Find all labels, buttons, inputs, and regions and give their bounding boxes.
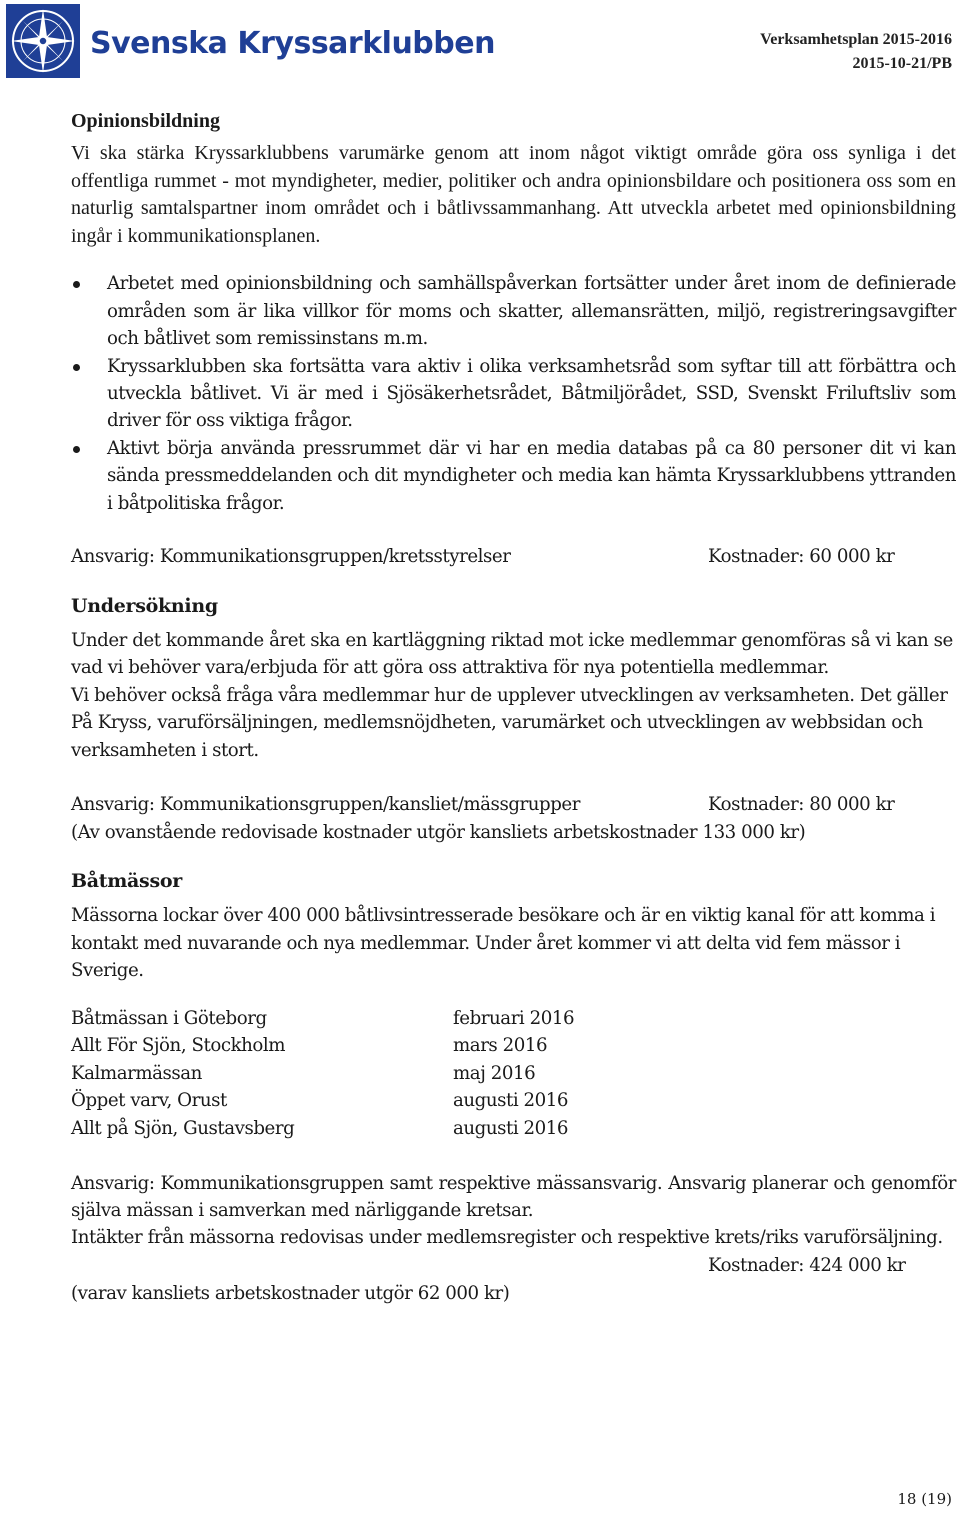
fair-date: augusti 2016 bbox=[453, 1090, 569, 1112]
fair-date: augusti 2016 bbox=[453, 1118, 569, 1140]
section-survey bbox=[71, 593, 956, 846]
list-item bbox=[71, 353, 956, 435]
fair-date: mars 2016 bbox=[453, 1035, 548, 1057]
income-text: Intäkter från mässorna redovisas under medlemsregister och respektive krets/riks varuförsäljning. bbox=[71, 1227, 943, 1249]
list-item-text: Arbetet med opinionsbildning och samhällspåverkan fortsätter under året inom de definierade områden som är lika villkor för moms och skatter, allemansrätten, miljö, registreringsavgifter och båtlivet som remissinstans m.m. bbox=[107, 273, 956, 350]
compass-rose-icon bbox=[6, 4, 80, 78]
cost-row bbox=[71, 1252, 956, 1280]
fair-date: februari 2016 bbox=[453, 1007, 575, 1029]
document-date: 2015-10-21/PB bbox=[852, 55, 952, 72]
bullet-icon bbox=[73, 364, 80, 371]
section-opinion bbox=[71, 108, 956, 571]
responsible-text: Ansvarig: Kommunikationsgruppen samt respektive mässansvarig. Ansvarig planerar och genomför själva mässan i samverkan med närliggande kretsar. bbox=[71, 1172, 956, 1222]
fair-name: Allt på Sjön, Gustavsberg bbox=[71, 1118, 295, 1140]
bullet-icon bbox=[73, 446, 80, 453]
responsible-text: Ansvarig: Kommunikationsgruppen/kretsstyrelser bbox=[71, 546, 511, 568]
cost-text: Kostnader: 80 000 kr bbox=[708, 794, 895, 816]
section-intro: Vi ska stärka Kryssarklubbens varumärke genom att inom något viktigt område göra oss synliga i det offentliga rummet - mot myndigheter, medier, politiker och andra opinionsbildare och positionera oss som en naturlig samtalspartner inom området och i båtlivssammanhang. Att utveckla arbetet med opinionsbildning ingår i kommunikationsplanen. bbox=[71, 142, 956, 247]
section-heading: Båtmässor bbox=[71, 870, 182, 893]
fairs-table bbox=[71, 1005, 574, 1143]
table-row bbox=[71, 1060, 574, 1088]
table-row bbox=[71, 1115, 574, 1143]
fair-name: Kalmarmässan bbox=[71, 1062, 202, 1084]
page-header bbox=[0, 0, 960, 80]
list-item-text: Kryssarklubben ska fortsätta vara aktiv i olika verksamhetsråd som syftar till att förbättra och utveckla båtlivet. Vi är med i Sjösäkerhetsrådet, Båtmiljörådet, SSD, Svenskt Friluftsliv som driver för oss viktiga frågor. bbox=[107, 355, 956, 432]
list-item-text: Aktivt börja använda pressrummet där vi har en media databas på ca 80 personer dit vi kan sända pressmeddelanden och dit myndigheter och media kan hämta Kryssarklubbens yttranden i båtpolitiska frågor. bbox=[107, 437, 956, 514]
paragraph: Under det kommande året ska en kartläggning riktad mot icke medlemmar genomföras så vi kan se vad vi behöver vara/erbjuda för att göra oss attraktiva för nya potentiella medlemmar. bbox=[71, 630, 953, 679]
fair-name: Allt För Sjön, Stockholm bbox=[71, 1035, 286, 1057]
document-title: Verksamhetsplan 2015-2016 bbox=[760, 31, 952, 48]
list-item bbox=[71, 270, 956, 352]
cost-note: (varav kansliets arbetskostnader utgör 62 000 kr) bbox=[71, 1282, 510, 1304]
section-intro: Mässorna lockar över 400 000 båtlivsintresserade besökare och är en viktig kanal för att komma i kontakt med nuvarande och nya medlemmar. Under året kommer vi att delta vid fem mässor i Sverige. bbox=[71, 905, 936, 982]
survey-body bbox=[71, 627, 956, 764]
list-item bbox=[71, 435, 956, 517]
fair-name: Båtmässan i Göteborg bbox=[71, 1007, 267, 1029]
fair-name: Öppet varv, Orust bbox=[71, 1090, 227, 1112]
cost-text: Kostnader: 424 000 kr bbox=[708, 1254, 906, 1276]
fair-date: maj 2016 bbox=[453, 1062, 536, 1084]
brand-name: Svenska Kryssarklubben bbox=[90, 26, 495, 61]
section-heading: Undersökning bbox=[71, 595, 218, 618]
page-number: 18 (19) bbox=[897, 1490, 952, 1508]
fairs-responsibility bbox=[71, 1170, 956, 1252]
responsible-text: Ansvarig: Kommunikationsgruppen/kansliet/mässgrupper bbox=[71, 794, 580, 816]
table-row bbox=[71, 1032, 574, 1060]
header-info bbox=[760, 28, 952, 76]
responsibility-row bbox=[71, 543, 956, 571]
table-row bbox=[71, 1087, 574, 1115]
responsibility-row bbox=[71, 791, 956, 819]
paragraph: Vi behöver också fråga våra medlemmar hur de upplever utvecklingen av verksamheten. Det gäller På Kryss, varuförsäljningen, medlemsnöjdheten, varumärket och utvecklingen av webbsidan och verksamheten i stort. bbox=[71, 684, 948, 761]
page-content bbox=[71, 108, 956, 1307]
section-fairs bbox=[71, 868, 956, 1307]
bullet-list bbox=[71, 270, 956, 517]
section-heading: Opinionsbildning bbox=[71, 110, 220, 132]
cost-note: (Av ovanstående redovisade kostnader utgör kansliets arbetskostnader 133 000 kr) bbox=[71, 822, 806, 844]
cost-text: Kostnader: 60 000 kr bbox=[708, 546, 895, 568]
bullet-icon bbox=[73, 281, 80, 288]
table-row bbox=[71, 1005, 574, 1033]
